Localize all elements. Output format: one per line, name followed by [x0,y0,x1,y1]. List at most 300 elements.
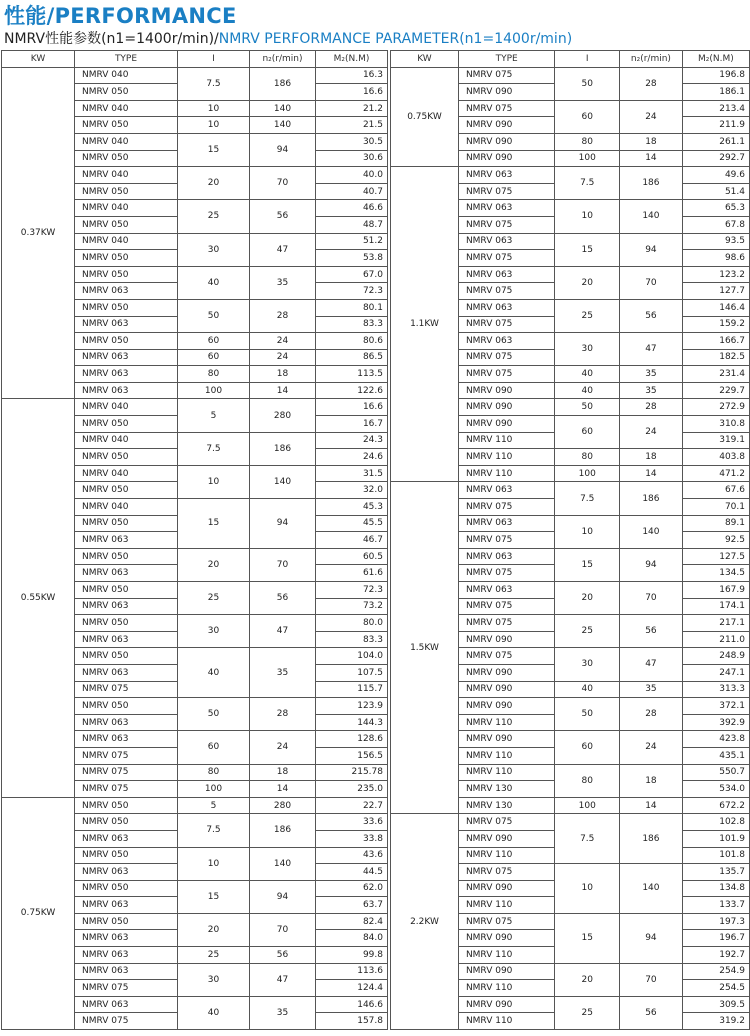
type-cell: NMRV 075 [458,216,554,233]
torque-cell: 127.7 [682,283,749,300]
header-output-speed: n₂(r/min) [250,51,316,68]
type-cell: NMRV 090 [458,930,554,947]
speed-cell: 24 [250,731,316,764]
type-cell: NMRV 090 [458,133,554,150]
speed-cell: 186 [250,432,316,465]
torque-cell: 30.5 [316,133,388,150]
ratio-cell: 30 [178,233,250,266]
torque-cell: 550.7 [682,764,749,781]
torque-cell: 83.3 [316,316,388,333]
type-cell: NMRV 063 [75,565,178,582]
type-cell: NMRV 075 [458,100,554,117]
type-cell: NMRV 075 [458,565,554,582]
torque-cell: 93.5 [682,233,749,250]
ratio-cell: 80 [178,366,250,383]
torque-cell: 196.7 [682,930,749,947]
ratio-cell: 100 [555,797,620,814]
torque-cell: 159.2 [682,316,749,333]
speed-cell: 47 [620,648,683,681]
type-cell: NMRV 090 [458,84,554,101]
ratio-cell: 15 [178,133,250,166]
torque-cell: 43.6 [316,847,388,864]
torque-cell: 40.7 [316,183,388,200]
torque-cell: 247.1 [682,664,749,681]
speed-cell: 94 [250,880,316,913]
ratio-cell: 60 [178,349,250,366]
torque-cell: 229.7 [682,382,749,399]
ratio-cell: 40 [555,366,620,383]
type-cell: NMRV 063 [75,283,178,300]
speed-cell: 140 [620,515,683,548]
type-cell: NMRV 050 [75,416,178,433]
ratio-cell: 15 [178,880,250,913]
type-cell: NMRV 050 [75,482,178,499]
torque-cell: 211.9 [682,117,749,134]
torque-cell: 33.6 [316,814,388,831]
ratio-cell: 60 [178,333,250,350]
type-cell: NMRV 050 [75,333,178,350]
torque-cell: 319.2 [682,1013,749,1030]
ratio-cell: 20 [555,582,620,615]
ratio-cell: 7.5 [555,482,620,515]
type-cell: NMRV 075 [75,781,178,798]
subtitle-cn: NMRV性能参数(n1=1400r/min)/ [4,31,219,47]
torque-cell: 86.5 [316,349,388,366]
type-cell: NMRV 090 [458,963,554,980]
speed-cell: 94 [620,548,683,581]
torque-cell: 211.0 [682,631,749,648]
type-cell: NMRV 063 [75,830,178,847]
speed-cell: 14 [620,465,683,482]
torque-cell: 115.7 [316,681,388,698]
speed-cell: 18 [250,366,316,383]
torque-cell: 157.8 [316,1013,388,1030]
type-cell: NMRV 040 [75,432,178,449]
type-cell: NMRV 110 [458,714,554,731]
ratio-cell: 50 [178,299,250,332]
torque-cell: 60.5 [316,548,388,565]
torque-cell: 101.8 [682,847,749,864]
torque-cell: 423.8 [682,731,749,748]
speed-cell: 28 [620,67,683,100]
speed-cell: 70 [620,266,683,299]
torque-cell: 24.6 [316,449,388,466]
ratio-cell: 80 [555,133,620,150]
type-cell: NMRV 075 [458,499,554,516]
speed-cell: 47 [250,963,316,996]
table-row [2,399,388,416]
table-row [391,167,750,184]
torque-cell: 146.4 [682,299,749,316]
ratio-cell: 20 [178,167,250,200]
speed-cell: 140 [620,864,683,914]
type-cell: NMRV 063 [75,963,178,980]
type-cell: NMRV 050 [75,698,178,715]
type-cell: NMRV 040 [75,67,178,84]
ratio-cell: 40 [555,382,620,399]
speed-cell: 280 [250,797,316,814]
torque-cell: 235.0 [316,781,388,798]
torque-cell: 72.3 [316,582,388,599]
torque-cell: 156.5 [316,747,388,764]
power-kw-cell: 1.1KW [391,167,459,482]
ratio-cell: 7.5 [555,167,620,200]
type-cell: NMRV 063 [75,316,178,333]
ratio-cell: 10 [178,100,250,117]
torque-cell: 128.6 [316,731,388,748]
ratio-cell: 30 [555,333,620,366]
torque-cell: 99.8 [316,947,388,964]
torque-cell: 51.4 [682,183,749,200]
type-cell: NMRV 063 [458,200,554,217]
type-cell: NMRV 090 [458,731,554,748]
type-cell: NMRV 050 [75,515,178,532]
ratio-cell: 100 [178,382,250,399]
type-cell: NMRV 075 [458,648,554,665]
ratio-cell: 7.5 [555,814,620,864]
type-cell: NMRV 110 [458,764,554,781]
type-cell: NMRV 110 [458,847,554,864]
type-cell: NMRV 075 [458,366,554,383]
ratio-cell: 25 [178,947,250,964]
torque-cell: 67.6 [682,482,749,499]
torque-cell: 16.7 [316,416,388,433]
type-cell: NMRV 063 [75,664,178,681]
type-cell: NMRV 063 [458,233,554,250]
torque-cell: 33.8 [316,830,388,847]
ratio-cell: 10 [555,864,620,914]
type-cell: NMRV 063 [75,996,178,1013]
type-cell: NMRV 090 [458,681,554,698]
torque-cell: 16.6 [316,399,388,416]
type-cell: NMRV 063 [75,382,178,399]
torque-cell: 113.6 [316,963,388,980]
type-cell: NMRV 063 [75,714,178,731]
torque-cell: 32.0 [316,482,388,499]
speed-cell: 94 [250,133,316,166]
ratio-cell: 40 [555,681,620,698]
speed-cell: 186 [620,814,683,864]
type-cell: NMRV 063 [458,333,554,350]
ratio-cell: 10 [178,117,250,134]
type-cell: NMRV 063 [75,598,178,615]
torque-cell: 403.8 [682,449,749,466]
type-cell: NMRV 050 [75,299,178,316]
ratio-cell: 20 [178,548,250,581]
type-cell: NMRV 090 [458,382,554,399]
header-output-torque: M₂(N.M) [682,51,749,68]
type-cell: NMRV 063 [458,515,554,532]
torque-cell: 127.5 [682,548,749,565]
type-cell: NMRV 110 [458,449,554,466]
torque-cell: 292.7 [682,150,749,167]
type-cell: NMRV 075 [458,814,554,831]
type-cell: NMRV 063 [75,349,178,366]
page-title: 性能/PERFORMANCE [4,4,237,28]
type-cell: NMRV 063 [75,631,178,648]
performance-table-left [1,50,388,1030]
type-cell: NMRV 050 [75,250,178,267]
type-cell: NMRV 050 [75,582,178,599]
speed-cell: 140 [250,117,316,134]
type-cell: NMRV 040 [75,133,178,150]
type-cell: NMRV 090 [458,631,554,648]
type-cell: NMRV 075 [75,980,178,997]
type-cell: NMRV 110 [458,947,554,964]
type-cell: NMRV 063 [458,266,554,283]
torque-cell: 197.3 [682,913,749,930]
speed-cell: 186 [620,167,683,200]
torque-cell: 46.6 [316,200,388,217]
torque-cell: 72.3 [316,283,388,300]
type-cell: NMRV 063 [75,532,178,549]
type-cell: NMRV 040 [75,167,178,184]
torque-cell: 16.3 [316,67,388,84]
torque-cell: 134.8 [682,880,749,897]
speed-cell: 24 [250,349,316,366]
torque-cell: 217.1 [682,615,749,632]
torque-cell: 123.2 [682,266,749,283]
speed-cell: 47 [250,615,316,648]
speed-cell: 186 [620,482,683,515]
table-row [391,814,750,831]
type-cell: NMRV 050 [75,183,178,200]
torque-cell: 98.6 [682,250,749,267]
speed-cell: 14 [250,781,316,798]
speed-cell: 56 [250,582,316,615]
speed-cell: 70 [620,582,683,615]
torque-cell: 123.9 [316,698,388,715]
torque-cell: 62.0 [316,880,388,897]
torque-cell: 134.5 [682,565,749,582]
torque-cell: 146.6 [316,996,388,1013]
torque-cell: 70.1 [682,499,749,516]
ratio-cell: 60 [555,100,620,133]
torque-cell: 84.0 [316,930,388,947]
power-kw-cell: 0.75KW [2,797,75,1029]
ratio-cell: 10 [178,847,250,880]
torque-cell: 30.6 [316,150,388,167]
ratio-cell: 80 [555,449,620,466]
type-cell: NMRV 075 [458,67,554,84]
speed-cell: 14 [620,797,683,814]
type-cell: NMRV 050 [75,880,178,897]
torque-cell: 82.4 [316,913,388,930]
type-cell: NMRV 075 [458,532,554,549]
torque-cell: 392.9 [682,714,749,731]
torque-cell: 45.5 [316,515,388,532]
power-kw-cell: 0.37KW [2,67,75,399]
torque-cell: 231.4 [682,366,749,383]
speed-cell: 186 [250,67,316,100]
speed-cell: 47 [620,333,683,366]
type-cell: NMRV 110 [458,1013,554,1030]
type-cell: NMRV 090 [458,996,554,1013]
ratio-cell: 10 [178,465,250,498]
ratio-cell: 50 [555,67,620,100]
ratio-cell: 30 [178,963,250,996]
subtitle-en: NMRV PERFORMANCE PARAMETER(n1=1400r/min) [218,31,573,47]
ratio-cell: 7.5 [178,67,250,100]
torque-cell: 107.5 [316,664,388,681]
table-row [391,67,750,84]
ratio-cell: 50 [178,698,250,731]
speed-cell: 56 [620,615,683,648]
torque-cell: 313.3 [682,681,749,698]
ratio-cell: 50 [555,698,620,731]
ratio-cell: 15 [555,913,620,963]
speed-cell: 28 [250,299,316,332]
speed-cell: 280 [250,399,316,432]
power-kw-cell: 0.55KW [2,399,75,797]
type-cell: NMRV 050 [75,615,178,632]
ratio-cell: 25 [178,582,250,615]
type-cell: NMRV 063 [75,947,178,964]
torque-cell: 61.6 [316,565,388,582]
speed-cell: 28 [620,399,683,416]
type-cell: NMRV 050 [75,266,178,283]
speed-cell: 94 [620,913,683,963]
type-cell: NMRV 075 [75,681,178,698]
torque-cell: 44.5 [316,864,388,881]
ratio-cell: 80 [555,764,620,797]
type-cell: NMRV 050 [75,84,178,101]
ratio-cell: 5 [178,797,250,814]
type-cell: NMRV 063 [75,731,178,748]
speed-cell: 70 [250,913,316,946]
type-cell: NMRV 050 [75,847,178,864]
type-cell: NMRV 050 [75,117,178,134]
torque-cell: 182.5 [682,349,749,366]
type-cell: NMRV 040 [75,399,178,416]
torque-cell: 133.7 [682,897,749,914]
type-cell: NMRV 110 [458,465,554,482]
type-cell: NMRV 075 [458,913,554,930]
speed-cell: 47 [250,233,316,266]
torque-cell: 144.3 [316,714,388,731]
ratio-cell: 50 [555,399,620,416]
type-cell: NMRV 110 [458,897,554,914]
torque-cell: 310.8 [682,416,749,433]
table-row [391,482,750,499]
power-kw-cell: 2.2KW [391,814,459,1030]
type-cell: NMRV 075 [458,250,554,267]
speed-cell: 186 [250,814,316,847]
type-cell: NMRV 040 [75,233,178,250]
speed-cell: 18 [620,449,683,466]
type-cell: NMRV 050 [75,150,178,167]
speed-cell: 35 [620,366,683,383]
speed-cell: 94 [250,499,316,549]
speed-cell: 24 [620,416,683,449]
torque-cell: 63.7 [316,897,388,914]
header-ratio: I [178,51,250,68]
type-cell: NMRV 110 [458,747,554,764]
speed-cell: 18 [620,133,683,150]
ratio-cell: 5 [178,399,250,432]
type-cell: NMRV 075 [75,747,178,764]
type-cell: NMRV 110 [458,432,554,449]
type-cell: NMRV 130 [458,781,554,798]
type-cell: NMRV 050 [75,814,178,831]
speed-cell: 24 [620,731,683,764]
torque-cell: 272.9 [682,399,749,416]
torque-cell: 319.1 [682,432,749,449]
speed-cell: 28 [250,698,316,731]
type-cell: NMRV 075 [458,598,554,615]
torque-cell: 215.78 [316,764,388,781]
torque-cell: 254.5 [682,980,749,997]
ratio-cell: 25 [555,299,620,332]
torque-cell: 48.7 [316,216,388,233]
type-cell: NMRV 110 [458,980,554,997]
torque-cell: 67.8 [682,216,749,233]
power-kw-cell: 1.5KW [391,482,459,814]
torque-cell: 167.9 [682,582,749,599]
ratio-cell: 7.5 [178,814,250,847]
torque-cell: 92.5 [682,532,749,549]
torque-cell: 80.0 [316,615,388,632]
torque-cell: 102.8 [682,814,749,831]
torque-cell: 51.2 [316,233,388,250]
speed-cell: 94 [620,233,683,266]
speed-cell: 70 [620,963,683,996]
torque-cell: 104.0 [316,648,388,665]
speed-cell: 56 [250,947,316,964]
speed-cell: 56 [620,299,683,332]
table-header-row [2,51,388,68]
ratio-cell: 25 [178,200,250,233]
type-cell: NMRV 050 [75,216,178,233]
type-cell: NMRV 090 [458,150,554,167]
type-cell: NMRV 075 [75,1013,178,1030]
speed-cell: 35 [620,681,683,698]
ratio-cell: 15 [178,499,250,549]
type-cell: NMRV 090 [458,830,554,847]
torque-cell: 21.5 [316,117,388,134]
torque-cell: 80.1 [316,299,388,316]
torque-cell: 174.1 [682,598,749,615]
torque-cell: 83.3 [316,631,388,648]
header-kw: KW [391,51,459,68]
speed-cell: 24 [250,333,316,350]
table-row [2,67,388,84]
type-cell: NMRV 075 [458,615,554,632]
torque-cell: 471.2 [682,465,749,482]
torque-cell: 196.8 [682,67,749,84]
type-cell: NMRV 040 [75,465,178,482]
speed-cell: 14 [620,150,683,167]
speed-cell: 70 [250,548,316,581]
torque-cell: 89.1 [682,515,749,532]
type-cell: NMRV 090 [458,117,554,134]
type-cell: NMRV 050 [75,913,178,930]
ratio-cell: 30 [555,648,620,681]
type-cell: NMRV 050 [75,797,178,814]
header-kw: KW [2,51,75,68]
type-cell: NMRV 063 [75,366,178,383]
ratio-cell: 10 [555,515,620,548]
torque-cell: 309.5 [682,996,749,1013]
speed-cell: 35 [250,648,316,698]
torque-cell: 65.3 [682,200,749,217]
torque-cell: 122.6 [316,382,388,399]
header-output-speed: n₂(r/min) [620,51,683,68]
torque-cell: 672.2 [682,797,749,814]
type-cell: NMRV 075 [458,183,554,200]
ratio-cell: 15 [555,548,620,581]
ratio-cell: 7.5 [178,432,250,465]
